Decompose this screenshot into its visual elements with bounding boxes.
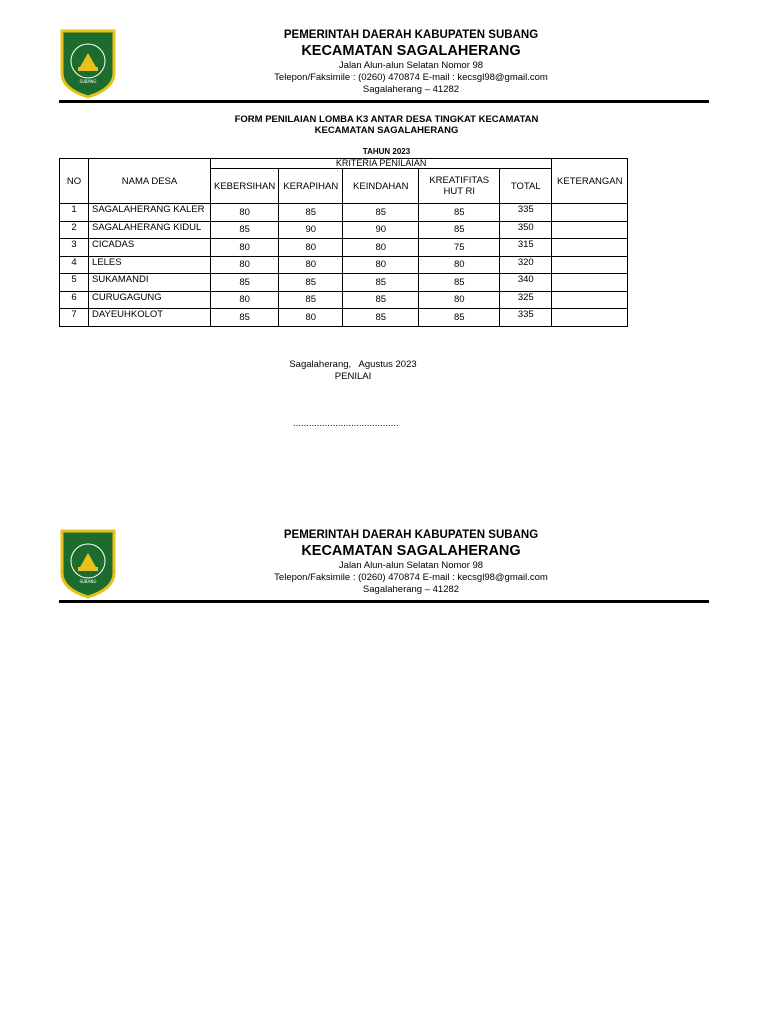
row-total: 315	[500, 239, 552, 257]
row-keindahan: 85	[343, 204, 419, 222]
header-keterangan: KETERANGAN	[552, 159, 628, 204]
row-no: 2	[60, 221, 89, 239]
row-kerapihan: 80	[279, 309, 343, 327]
row-total: 320	[500, 256, 552, 274]
row-kerapihan: 80	[279, 256, 343, 274]
row-name: SAGALAHERANG KIDUL	[89, 221, 211, 239]
row-keterangan	[552, 204, 628, 222]
header-name: NAMA DESA	[89, 159, 211, 204]
row-no: 6	[60, 291, 89, 309]
row-kebersihan: 80	[211, 239, 279, 257]
row-kebersihan: 80	[211, 291, 279, 309]
header-kreatifitas: KREATIFITAS HUT RI	[419, 169, 500, 204]
row-kerapihan: 85	[279, 291, 343, 309]
header-total: TOTAL	[500, 169, 552, 204]
row-keterangan	[552, 291, 628, 309]
row-total: 340	[500, 274, 552, 292]
table-row	[60, 274, 628, 292]
letterhead-text	[230, 29, 592, 96]
letterhead-text	[230, 529, 592, 596]
table-row	[60, 309, 628, 327]
row-kebersihan: 85	[211, 274, 279, 292]
office-contact: Telepon/Faksimile : (0260) 470874 E-mail : kecsgl98@gmail.com	[274, 72, 548, 83]
row-total: 350	[500, 221, 552, 239]
signature-role: PENILAI	[334, 371, 372, 382]
row-keindahan: 80	[343, 256, 419, 274]
signature-block	[250, 359, 456, 383]
row-kebersihan: 80	[211, 204, 279, 222]
row-kreatifitas: 75	[419, 239, 500, 257]
table-row	[60, 239, 628, 257]
table-row	[60, 204, 628, 222]
row-total: 325	[500, 291, 552, 309]
row-name: LELES	[89, 256, 211, 274]
table-row	[60, 256, 628, 274]
row-keindahan: 85	[343, 291, 419, 309]
letterhead-repeat	[0, 524, 768, 604]
row-kebersihan: 80	[211, 256, 279, 274]
government-name: PEMERINTAH DAERAH KABUPATEN SUBANG	[283, 29, 539, 41]
svg-text:SUBANG: SUBANG	[79, 579, 97, 584]
row-kreatifitas: 85	[419, 204, 500, 222]
row-kerapihan: 90	[279, 221, 343, 239]
form-title	[150, 114, 623, 136]
row-name: SUKAMANDI	[89, 274, 211, 292]
table-row	[60, 221, 628, 239]
office-name: KECAMATAN SAGALAHERANG	[301, 43, 521, 59]
row-name: DAYEUHKOLOT	[89, 309, 211, 327]
header-no: NO	[60, 159, 89, 204]
row-kreatifitas: 85	[419, 221, 500, 239]
row-total: 335	[500, 204, 552, 222]
row-kerapihan: 85	[279, 274, 343, 292]
row-kebersihan: 85	[211, 221, 279, 239]
row-keterangan	[552, 274, 628, 292]
row-kreatifitas: 80	[419, 291, 500, 309]
office-contact: Telepon/Faksimile : (0260) 470874 E-mail : kecsgl98@gmail.com	[274, 572, 548, 583]
row-kerapihan: 80	[279, 239, 343, 257]
header-kerapihan: KERAPIHAN	[279, 169, 343, 204]
letterhead-divider	[59, 600, 709, 603]
row-keindahan: 85	[343, 309, 419, 327]
row-kreatifitas: 80	[419, 256, 500, 274]
signature-line: ........................................	[293, 418, 399, 429]
row-name: SAGALAHERANG KALER	[89, 204, 211, 222]
office-address: Jalan Alun-alun Selatan Nomor 98	[338, 560, 484, 571]
row-name: CICADAS	[89, 239, 211, 257]
row-no: 3	[60, 239, 89, 257]
office-name: KECAMATAN SAGALAHERANG	[301, 543, 521, 559]
row-keindahan: 85	[343, 274, 419, 292]
subang-regency-emblem-icon	[58, 27, 118, 99]
row-keterangan	[552, 221, 628, 239]
svg-text:SUBANG: SUBANG	[79, 79, 97, 84]
row-no: 7	[60, 309, 89, 327]
office-postal: Sagalaherang – 41282	[362, 84, 460, 95]
row-no: 5	[60, 274, 89, 292]
header-keindahan: KEINDAHAN	[343, 169, 419, 204]
row-name: CURUGAGUNG	[89, 291, 211, 309]
form-title-line2: KECAMATAN SAGALAHERANG	[314, 125, 459, 136]
header-criteria-group: KRITERIA PENILAIAN	[211, 159, 552, 169]
row-kreatifitas: 85	[419, 274, 500, 292]
row-keindahan: 80	[343, 239, 419, 257]
letterhead	[0, 24, 768, 104]
form-title-line1: FORM PENILAIAN LOMBA K3 ANTAR DESA TINGKAT KECAMATAN	[234, 114, 539, 125]
form-year: TAHUN 2023	[362, 147, 411, 156]
subang-regency-emblem-icon	[58, 527, 118, 599]
office-address: Jalan Alun-alun Selatan Nomor 98	[338, 60, 484, 71]
row-kreatifitas: 85	[419, 309, 500, 327]
letterhead-divider	[59, 100, 709, 103]
row-kebersihan: 85	[211, 309, 279, 327]
table-row	[60, 291, 628, 309]
row-no: 4	[60, 256, 89, 274]
row-no: 1	[60, 204, 89, 222]
assessment-table	[59, 158, 628, 327]
signature-place-date: Sagalaherang, Agustus 2023	[289, 359, 417, 370]
row-keterangan	[552, 239, 628, 257]
row-total: 335	[500, 309, 552, 327]
header-kebersihan: KEBERSIHAN	[211, 169, 279, 204]
row-keindahan: 90	[343, 221, 419, 239]
row-kerapihan: 85	[279, 204, 343, 222]
government-name: PEMERINTAH DAERAH KABUPATEN SUBANG	[283, 529, 539, 541]
row-keterangan	[552, 256, 628, 274]
row-keterangan	[552, 309, 628, 327]
office-postal: Sagalaherang – 41282	[362, 584, 460, 595]
